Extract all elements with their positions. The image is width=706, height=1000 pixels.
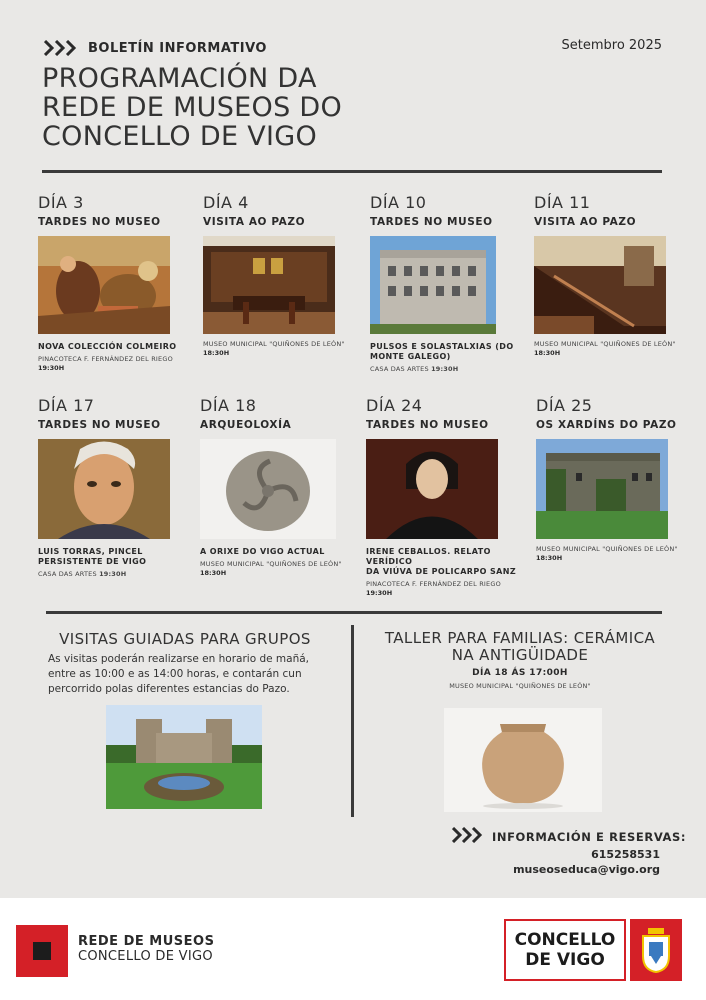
event-card [366,396,532,598]
event-title-line: PULSOS E SOLASTALXIAS (DO [370,342,514,351]
info-heading [452,827,686,847]
event-venue: MUSEO MUNICIPAL "QUIÑONES DE LEÓN" [203,340,345,348]
column-divider [351,625,354,817]
groups-text-line: entre as 10:00 e as 14:00 horas, e contarán cun [48,668,302,680]
workshop-title [380,630,660,664]
staircase-image [534,236,666,334]
logo-line: REDE DE MUSEOS [78,934,215,949]
issue-date: Setembro 2025 [561,38,662,53]
event-venue: CASA DAS ARTES [38,570,97,578]
event-time: 19:30H [38,364,65,372]
event-card [203,193,353,358]
event-title-line: MONTE GALEGO) [370,352,451,361]
workshop-title-line: TALLER PARA FAMILIAS: CERÁMICA [384,629,656,647]
event-title [370,342,530,362]
concello-line: DE VIGO [525,950,605,970]
event-venue-line [370,365,530,374]
event-venue: MUSEO MUNICIPAL "QUIÑONES DE LEÓN" [200,560,342,568]
event-venue: PINACOTECA F. FERNÁNDEZ DEL RIEGO [38,355,173,363]
title-line: REDE DE MUSEOS DO [42,92,343,123]
info-email: museoseduca@vigo.org [513,863,660,876]
event-card [38,193,188,373]
event-venue: MUSEO MUNICIPAL "QUIÑONES DE LEÓN" [536,545,678,553]
info-phone: 615258531 [591,848,660,861]
event-venue: MUSEO MUNICIPAL "QUIÑONES DE LEÓN" [534,340,676,348]
triple-chevron-icon [44,40,78,56]
event-type: TARDES NO MUSEO [366,419,489,431]
event-title: NOVA COLECCIÓN COLMEIRO [38,342,177,351]
event-type: OS XARDÍNS DO PAZO [536,419,677,431]
event-time: 19:30H [366,589,393,597]
event-time: 18:30H [200,569,227,577]
header-divider [42,170,662,173]
rede-museos-logo-icon [16,925,68,977]
event-type: VISITA AO PAZO [203,216,306,228]
title-line: CONCELLO DE VIGO [42,121,318,152]
event-title [38,547,188,567]
event-day: DÍA 25 [536,396,593,415]
groups-text [48,652,342,697]
event-title: A ORIXE DO VIGO ACTUAL [200,547,325,556]
event-time: 18:30H [203,349,230,357]
event-card [38,396,188,579]
footer [0,898,706,1000]
workshop-when: DÍA 18 ÁS 17:00H [472,668,568,678]
title-line: PROGRAMACIÓN DA [42,63,317,94]
event-venue: PINACOTECA F. FERNÁNDEZ DEL RIEGO [366,580,501,588]
event-title-line: DA VIÚVA DE POLICARPO SANZ [366,567,517,576]
coat-of-arms-icon [630,919,682,981]
event-type: TARDES NO MUSEO [370,216,493,228]
event-title-line: IRENE CEBALLOS. RELATO VERÍDICO [366,547,491,566]
event-type: TARDES NO MUSEO [38,419,161,431]
pazo-image [106,705,262,809]
workshop-venue: MUSEO MUNICIPAL "QUIÑONES DE LEÓN" [449,682,591,690]
section-divider [46,611,662,614]
event-card [200,396,350,578]
building-image [370,236,496,334]
event-card [370,193,530,374]
event-time: 19:30H [99,570,127,578]
event-day: DÍA 11 [534,193,591,212]
event-day: DÍA 17 [38,396,95,415]
concello-logo [504,919,626,981]
groups-text-line: As visitas poderán realizarse en horario de mañá, [48,653,310,665]
event-day: DÍA 10 [370,193,427,212]
triple-chevron-icon [452,827,484,847]
event-type: ARQUEOLOXÍA [200,419,292,431]
stone-artifact-image [200,439,336,539]
groups-title: VISITAS GUIADAS PARA GRUPOS [59,630,311,648]
event-day: DÍA 3 [38,193,84,212]
event-venue: CASA DAS ARTES [370,365,429,373]
portrait-image [38,439,170,539]
kicker-text: BOLETÍN INFORMATIVO [88,40,267,56]
event-card [536,396,686,563]
event-time: 18:30H [536,554,563,562]
event-day: DÍA 18 [200,396,257,415]
event-venue-line [38,570,188,579]
page-title [42,64,402,151]
event-title [366,547,532,577]
groups-text-line: percorrido polas diferentes estancias do Pazo. [48,683,290,695]
painting-image [38,236,170,334]
event-title-line: PERSISTENTE DE VIGO [38,557,147,566]
event-day: DÍA 4 [203,193,249,212]
garden-image [536,439,668,539]
rede-museos-logo-text [78,934,214,964]
info-label: INFORMACIÓN E RESERVAS: [492,830,687,844]
event-title-line: LUIS TORRAS, PINCEL [38,547,143,556]
ceramic-pot-image [444,708,602,812]
workshop-title-line: NA ANTIGÜIDADE [451,646,589,664]
event-day: DÍA 24 [366,396,423,415]
event-card [534,193,684,358]
event-type: VISITA AO PAZO [534,216,637,228]
event-time: 19:30H [431,365,459,373]
interior-image [203,236,335,334]
concello-line: CONCELLO [514,930,616,950]
event-time: 18:30H [534,349,561,357]
logo-line: CONCELLO DE VIGO [78,949,213,964]
newsletter-kicker [44,40,267,56]
event-type: TARDES NO MUSEO [38,216,161,228]
portrait-image [366,439,498,539]
